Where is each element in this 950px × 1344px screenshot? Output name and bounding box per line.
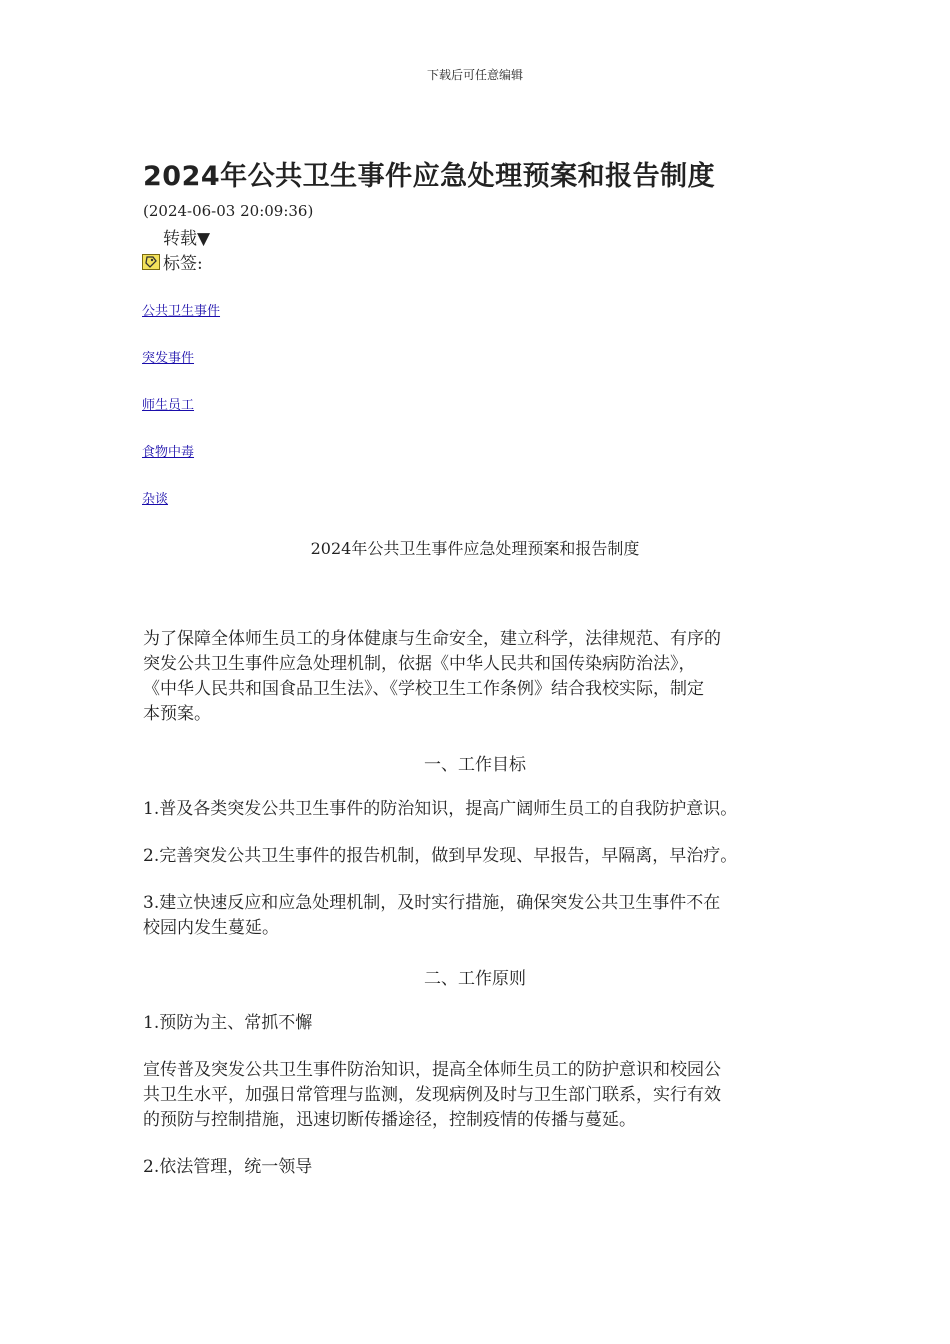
section-title-principles: 二、工作原则 [424,969,526,989]
article-heading: 2024年公共卫生事件应急处理预案和报告制度 [310,539,640,558]
goal-item-3 [143,891,809,941]
intro-line: 《中华人民共和国食品卫生法》、《学校卫生工作条例》结合我校实际，制定 [143,679,704,699]
page-header: 下载后可任意编辑 [426,68,523,82]
principle-1-title: 1.预防为主、常抓不懈 [143,1013,313,1033]
intro-line: 为了保障全体师生员工的身体健康与生命安全，建立科学，法律规范、有序的 [143,629,721,649]
principle-1-body [143,1058,809,1133]
intro-line: 本预案。 [143,704,211,724]
article-title: 2024年公共卫生事件应急处理预案和报告制度 [143,161,716,192]
principle-line: 共卫生水平，加强日常管理与监测，发现病例及时与卫生部门联系，实行有效 [143,1085,721,1105]
goal-item-1: 1.普及各类突发公共卫生事件的防治知识，提高广阔师生员工的自我防护意识。 [143,799,738,819]
goal-line: 3.建立快速反应和应急处理机制，及时实行措施，确保突发公共卫生事件不在 [143,893,721,913]
tag-link-food-poisoning[interactable]: 食物中毒 [142,445,195,460]
tag-icon [142,254,160,270]
tags-label: 标签: [163,254,203,274]
article-timestamp: (2024-06-03 20:09:36) [143,202,314,220]
intro-paragraph [143,627,809,727]
repost-button[interactable]: 转载▼ [163,229,211,249]
goal-item-2: 2.完善突发公共卫生事件的报告机制，做到早发现、早报告，早隔离，早治疗。 [143,846,738,866]
tags-row [142,249,203,274]
tag-link-staff[interactable]: 师生员工 [142,398,195,413]
goal-line: 校园内发生蔓延。 [143,918,279,938]
section-title-goals: 一、工作目标 [424,755,526,775]
tag-link-public-health[interactable]: 公共卫生事件 [142,304,221,319]
intro-line: 突发公共卫生事件应急处理机制，依据《中华人民共和国传染病防治法》， [143,654,696,674]
tag-link-emergency[interactable]: 突发事件 [142,351,195,366]
principle-2-title: 2.依法管理，统一领导 [143,1157,313,1177]
principle-line: 的预防与控制措施，迅速切断传播途径，控制疫情的传播与蔓延。 [143,1110,636,1130]
principle-line: 宣传普及突发公共卫生事件防治知识，提高全体师生员工的防护意识和校园公 [143,1060,721,1080]
tag-link-misc[interactable]: 杂谈 [142,492,169,507]
